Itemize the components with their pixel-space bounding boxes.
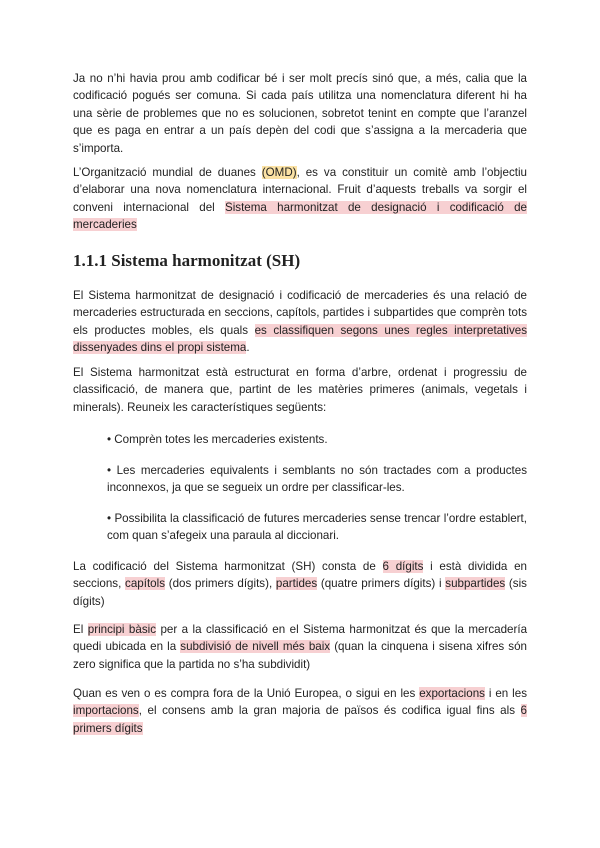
paragraph-omd-text-b: , es va constituir un comitè amb l’objectiu d’elaborar una nova nomenclatura internacional. Fruit d’aquests treballs va sorgir el conveni internacional del xyxy=(73,166,527,214)
paragraph-intro: Ja no n’hi havia prou amb codificar bé i ser molt precís sinó que, a més, calia que la codificació pogués ser comuna. Si cada país utilitza una nomenclatura diferent hi ha una sèrie de problemes que no es solucionen, sobretot tenint en compte que l’aranzel que es paga en entrar a un país depèn del codi que s’assigna a la mercaderia que s’importa. xyxy=(73,72,527,155)
paragraph-structure: El Sistema harmonitzat està estructurat en forma d’arbre, ordenat i progressiu de classificació, de manera que, partint de les matèries primeres (animals, vegetals i minerals). Reuneix les característiques següents: xyxy=(73,366,527,414)
paragraph-principi-text-c: (quan la cinquena i sisena xifres són zero significa que la partida no s’ha subdividit) xyxy=(73,640,527,671)
highlight-subdivisio: subdivisió de nivell més baix xyxy=(180,640,331,654)
highlight-omd: (OMD) xyxy=(261,166,297,179)
section-heading: 1.1.1 Sistema harmonitzat (SH) xyxy=(73,251,301,270)
paragraph-sh-text-a: El Sistema harmonitzat de designació i codificació de mercaderies és una relació de mercaderies estructurada en seccions, capítols, partides i subpartides que comprèn tots els productes mobles, els quals xyxy=(73,289,527,337)
highlight-regles: es classifiquen segons unes regles interpretatives dissenyades dins el propi sistema xyxy=(73,323,527,355)
paragraph-cod-text-b: i està dividida en seccions, xyxy=(73,560,527,591)
highlight-partides: partides xyxy=(275,577,318,591)
bullet-item: • Les mercaderies equivalents i semblants no són tractades com a productes inconnexos, ja que se segueix un ordre per classificar-les. xyxy=(107,464,527,495)
highlight-subpartides: subpartides xyxy=(445,577,506,591)
highlight-6-primers-digits: 6 primers dígits xyxy=(73,704,527,735)
paragraph-ue-text-a: Quan es ven o es compra fora de la Unió Europea, o sigui en les xyxy=(73,687,420,700)
paragraph-cod-text-e: (sis dígits) xyxy=(73,577,527,608)
paragraph-principi xyxy=(73,621,527,673)
paragraph-cod-text-a: La codificació del Sistema harmonitzat (SH) consta de xyxy=(73,560,383,573)
paragraph-sh-text-b: . xyxy=(246,341,250,355)
highlight-principi-basic: principi bàsic xyxy=(87,623,157,636)
paragraph-ue-text-b: i en les xyxy=(484,687,527,700)
paragraph-ue xyxy=(73,685,527,737)
paragraph-codificacio xyxy=(73,558,527,610)
paragraph-omd xyxy=(73,164,527,234)
paragraph-sh-definition xyxy=(73,287,527,357)
bullet-item: • Possibilita la classificació de futures mercaderies sense trencar l’ordre establert, com quan s’afegeix una paraula al diccionari. xyxy=(107,512,527,543)
paragraph-principi-text-a: El xyxy=(73,623,88,636)
highlight-importacions: importacions xyxy=(73,704,139,718)
paragraph-cod-text-d: (quatre primers dígits) i xyxy=(317,577,446,591)
highlight-capitols: capítols xyxy=(125,577,166,591)
paragraph-cod-text-c: (dos primers dígits), xyxy=(165,577,276,591)
paragraph-principi-text-b: per a la classificació en el Sistema harmonitzat és que la mercadería quedi ubicada en la xyxy=(73,623,528,654)
highlight-sistema-harmonitzat: Sistema harmonitzat de designació i codificació de mercaderies xyxy=(73,200,527,232)
bullet-item: • Comprèn totes les mercaderies existents. xyxy=(107,433,328,446)
highlight-exportacions: exportacions xyxy=(419,687,485,700)
paragraph-ue-text-c: , el consens amb la gran majoria de països és codifica igual fins als xyxy=(138,704,521,718)
highlight-6-digits: 6 dígits xyxy=(382,560,424,573)
paragraph-omd-text-a: L’Organització mundial de duanes xyxy=(73,166,262,179)
